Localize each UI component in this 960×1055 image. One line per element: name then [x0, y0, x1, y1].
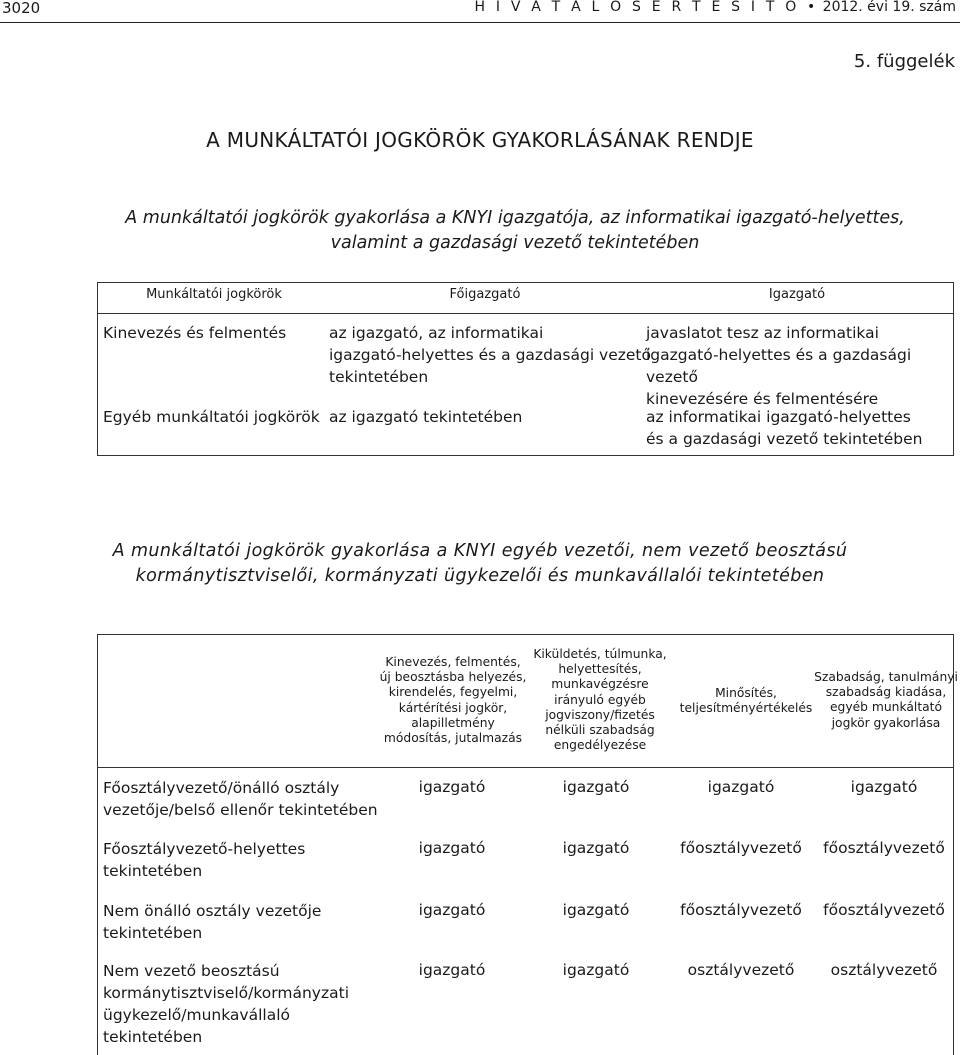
- header-bullet: •: [806, 0, 816, 15]
- cell-line: az informatikai igazgató-helyettes: [646, 408, 911, 426]
- label-line: Nem vezető beosztású: [103, 962, 280, 980]
- header-line: irányuló egyéb: [554, 692, 646, 707]
- header-cell: Munkáltatói jogkörök: [146, 287, 282, 302]
- header-line: kártérítési jogkör,: [398, 700, 508, 715]
- header-line: szabadság kiadása,: [825, 685, 947, 700]
- column-header: [806, 670, 960, 731]
- header-line: kirendelés, fegyelmi,: [388, 685, 518, 700]
- table-cell: igazgató: [418, 778, 486, 796]
- table-cell: [646, 322, 953, 410]
- table-cell: igazgató: [418, 839, 486, 857]
- label-line: kormánytisztviselő/kormányzati: [103, 984, 349, 1002]
- main-title: A MUNKÁLTATÓI JOGKÖRÖK GYAKORLÁSÁNAK RENDJE: [206, 128, 754, 152]
- header-cell: Igazgató: [768, 287, 826, 302]
- header-line: jogviszony/fizetés: [545, 707, 655, 722]
- header-line: egyéb munkáltató: [829, 700, 943, 715]
- table-cell: osztályvezető: [687, 961, 795, 979]
- table-cell: igazgató: [562, 961, 630, 979]
- header-line: alapilletmény: [411, 715, 495, 730]
- label-line: Főosztályvezető/önálló osztály: [103, 779, 340, 797]
- header-cell: Főigazgató: [449, 287, 521, 302]
- column-header: [520, 647, 680, 753]
- cell-line: igazgató-helyettes és a gazdasági vezető: [329, 346, 651, 364]
- label-line: tekintetében: [103, 924, 203, 942]
- header-line: nélküli szabadság: [545, 723, 655, 738]
- journal-header: [474, 0, 956, 15]
- label-line: vezetője/belső ellenőr tekintetében: [103, 801, 378, 819]
- header-line: Minősítés,: [715, 686, 777, 700]
- header-line: engedélyezése: [553, 738, 647, 753]
- row-label: [103, 777, 378, 821]
- section1-title: [60, 206, 960, 256]
- header-divider: [98, 767, 953, 768]
- table-cell: osztályvezető: [830, 961, 938, 979]
- issue-number: 2012. évi 19. szám: [822, 0, 956, 15]
- header-line: Kinevezés, felmentés,: [385, 655, 521, 669]
- label-line: Nem önálló osztály vezetője: [103, 902, 322, 920]
- row-label: Egyéb munkáltatói jogkörök: [103, 408, 320, 426]
- table-cell: [329, 322, 651, 388]
- header-line: munkavégzésre: [551, 677, 649, 692]
- table-cell: igazgató: [418, 901, 486, 919]
- table-cell: főosztályvezető: [823, 839, 945, 857]
- label-line: ügykezelő/munkavállaló: [103, 1006, 290, 1024]
- table-cell: igazgató: [707, 778, 775, 796]
- table-cell: igazgató: [850, 778, 918, 796]
- label-line: Főosztályvezető-helyettes: [103, 840, 306, 858]
- section2-title-line2: kormánytisztviselői, kormányzati ügykezelői és munkavállalói tekintetében: [135, 566, 825, 586]
- label-line: tekintetében: [103, 862, 203, 880]
- appendix-label: 5. függelék: [853, 51, 955, 72]
- table-cell: főosztályvezető: [680, 839, 802, 857]
- section1-title-line1: A munkáltatói jogkörök gyakorlása a KNYI igazgatója, az informatikai igazgató-helyettes,: [125, 208, 905, 228]
- column-header: [666, 686, 826, 716]
- row-label: [103, 838, 305, 882]
- cell-line: tekintetében: [329, 368, 429, 386]
- label-line: tekintetében: [103, 1028, 203, 1046]
- header-divider: [98, 313, 953, 314]
- row-label: Kinevezés és felmentés: [103, 324, 287, 342]
- journal-name: H I V A T A L O S É R T E S Í T Ő: [474, 0, 800, 15]
- cell-line: igazgató-helyettes és a gazdasági vezető: [646, 346, 912, 386]
- table-cell: [646, 406, 922, 450]
- column-header: [368, 655, 538, 746]
- table-cell: igazgató: [562, 901, 630, 919]
- page-number: 3020: [2, 0, 41, 17]
- table-cell: igazgató: [562, 778, 630, 796]
- table-cell: [329, 406, 522, 428]
- header-line: módosítás, jutalmazás: [383, 731, 523, 746]
- header-line: helyettesítés,: [558, 662, 642, 677]
- header-rule: [0, 22, 960, 23]
- header-line: Szabadság, tanulmányi: [814, 670, 958, 684]
- table-cell: főosztályvezető: [823, 901, 945, 919]
- leadership-authority-table: [97, 282, 954, 456]
- section2-title-line1: A munkáltatói jogkörök gyakorlása a KNYI egyéb vezetői, nem vezető beosztású: [112, 541, 848, 561]
- cell-line: és a gazdasági vezető tekintetében: [646, 430, 923, 448]
- row-label: [103, 960, 349, 1048]
- header-line: teljesítményértékelés: [679, 701, 813, 716]
- table-cell: igazgató: [418, 961, 486, 979]
- cell-line: az igazgató, az informatikai: [329, 324, 544, 342]
- header-line: új beosztásba helyezés,: [379, 670, 527, 685]
- header-line: jogkör gyakorlása: [831, 715, 941, 730]
- table-cell: főosztályvezető: [680, 901, 802, 919]
- staff-authority-table: [97, 634, 958, 1055]
- section1-title-line2: valamint a gazdasági vezető tekintetében: [330, 233, 700, 253]
- cell-line: javaslatot tesz az informatikai: [646, 324, 879, 342]
- header-line: Kiküldetés, túlmunka,: [533, 647, 667, 661]
- section2-title: [20, 539, 940, 589]
- cell-line: kinevezésére és felmentésére: [646, 390, 879, 408]
- table-cell: igazgató: [562, 839, 630, 857]
- cell-line: az igazgató tekintetében: [329, 408, 523, 426]
- row-label: [103, 900, 321, 944]
